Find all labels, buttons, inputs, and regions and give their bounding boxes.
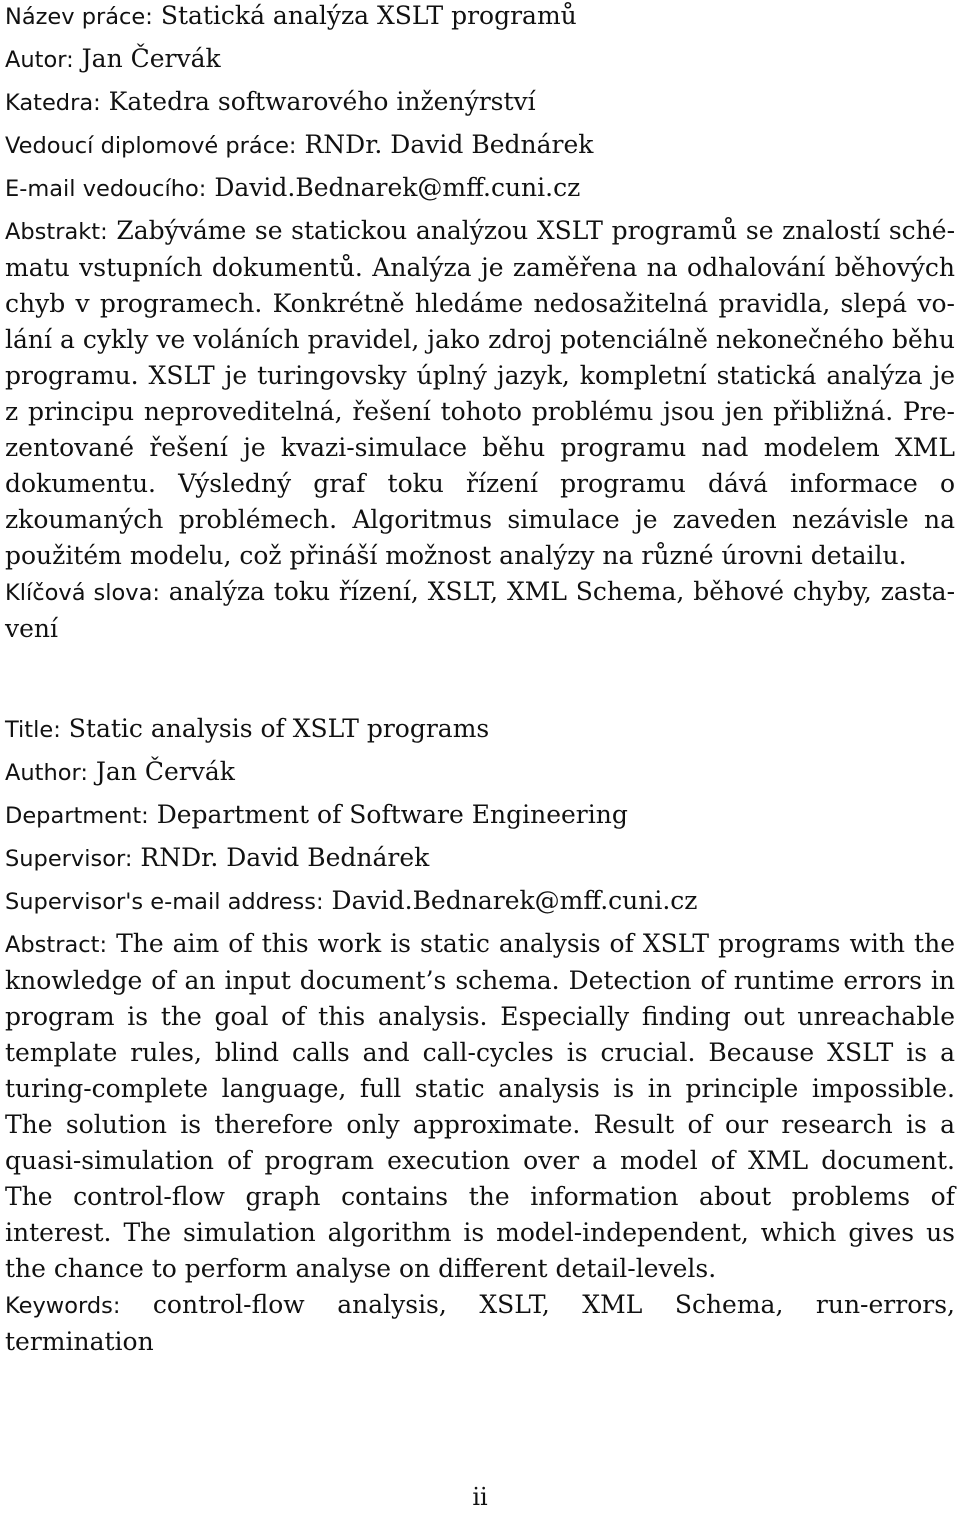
english-abstract (5, 926, 955, 1287)
english-author-value: Jan Červák (95, 757, 235, 786)
czech-title-label: Název práce: (5, 4, 153, 30)
english-title-value: Static analysis of XSLT programs (68, 714, 490, 743)
czech-department-label: Katedra: (5, 90, 101, 116)
czech-keywords-text: analýza toku řízení, XSLT, XML Schema, běhové chyby, zastavení (5, 577, 956, 643)
czech-author (5, 41, 955, 78)
czech-supervisor-value: RNDr. David Bednárek (304, 130, 594, 159)
czech-keywords-label: Klíčová slova: (5, 580, 160, 606)
czech-supervisor (5, 127, 955, 164)
english-title-label: Title: (5, 717, 61, 743)
abstract-page (5, 0, 955, 1360)
english-department (5, 797, 955, 834)
english-department-label: Department: (5, 803, 149, 829)
english-keywords-label: Keywords: (5, 1293, 121, 1319)
czech-section (5, 0, 955, 647)
english-email (5, 883, 955, 920)
czech-abstract-text: Zabýváme se statickou analýzou XSLT programů se znalostí schématu vstupních dokumentů. Analýza je zaměřena na odhalování běhových chyb v programech. Konkrétně hledáme nedosažitelná pravidla, slepá volání a cykly ve voláních pravidel, jako zdroj potenciálně nekonečného běhu programu. XSLT je turingovsky úplný jazyk, kompletní statická analýza je z principu neproveditelná, řešení tohoto problému jsou jen přibližná. Prezentované řešení je kvazi-simulace běhu programu nad modelem XML dokumentu. Výsledný graf toku řízení programu dává informace o zkoumaných problémech. Algoritmus simulace je zaveden nezávisle na použitém modelu, což přináší možnost analýzy na různé úrovni detailu. (5, 216, 956, 570)
page-number: ii (472, 1483, 488, 1511)
czech-email-value: David.Bednarek@mff.cuni.cz (214, 173, 581, 202)
english-email-value: David.Bednarek@mff.cuni.cz (331, 886, 698, 915)
czech-title (5, 0, 955, 35)
english-section (5, 711, 955, 1360)
czech-email (5, 170, 955, 207)
english-author (5, 754, 955, 791)
english-supervisor-label: Supervisor: (5, 846, 133, 872)
english-abstract-text: The aim of this work is static analysis of XSLT programs with the knowledge of an input document’s schema. Detection of runtime errors in program is the goal of this analysis. Especially finding out unreachable template rules, blind calls and call-cycles is crucial. Because XSLT is a turing-complete language, full static analysis is in principle impossible. The solution is therefore only approximate. Result of our research is a quasi-simulation of program execution over a model of XML document. The control-flow graph contains the information about problems of interest. The simulation algorithm is model-independent, which gives us the chance to perform analyse on different detail-levels. (5, 929, 955, 1283)
czech-abstract-label: Abstrakt: (5, 219, 108, 245)
czech-keywords (5, 574, 955, 647)
czech-supervisor-label: Vedoucí diplomové práce: (5, 133, 297, 159)
czech-author-label: Autor: (5, 47, 74, 73)
english-abstract-label: Abstract: (5, 932, 108, 958)
english-supervisor (5, 840, 955, 877)
english-department-value: Department of Software Engineering (156, 800, 628, 829)
english-title (5, 711, 955, 748)
english-email-label: Supervisor's e-mail address: (5, 889, 324, 915)
english-supervisor-value: RNDr. David Bednárek (140, 843, 430, 872)
czech-department-value: Katedra softwarového inženýrství (108, 87, 536, 116)
czech-email-label: E-mail vedoucího: (5, 176, 207, 202)
czech-department (5, 84, 955, 121)
czech-title-value: Statická analýza XSLT programů (160, 1, 577, 30)
english-keywords (5, 1287, 955, 1360)
section-gap (5, 647, 955, 711)
english-author-label: Author: (5, 760, 88, 786)
english-keywords-text: control-flow analysis, XSLT, XML Schema, run-errors, termination (5, 1290, 955, 1356)
czech-abstract (5, 213, 955, 574)
czech-author-value: Jan Červák (81, 44, 221, 73)
